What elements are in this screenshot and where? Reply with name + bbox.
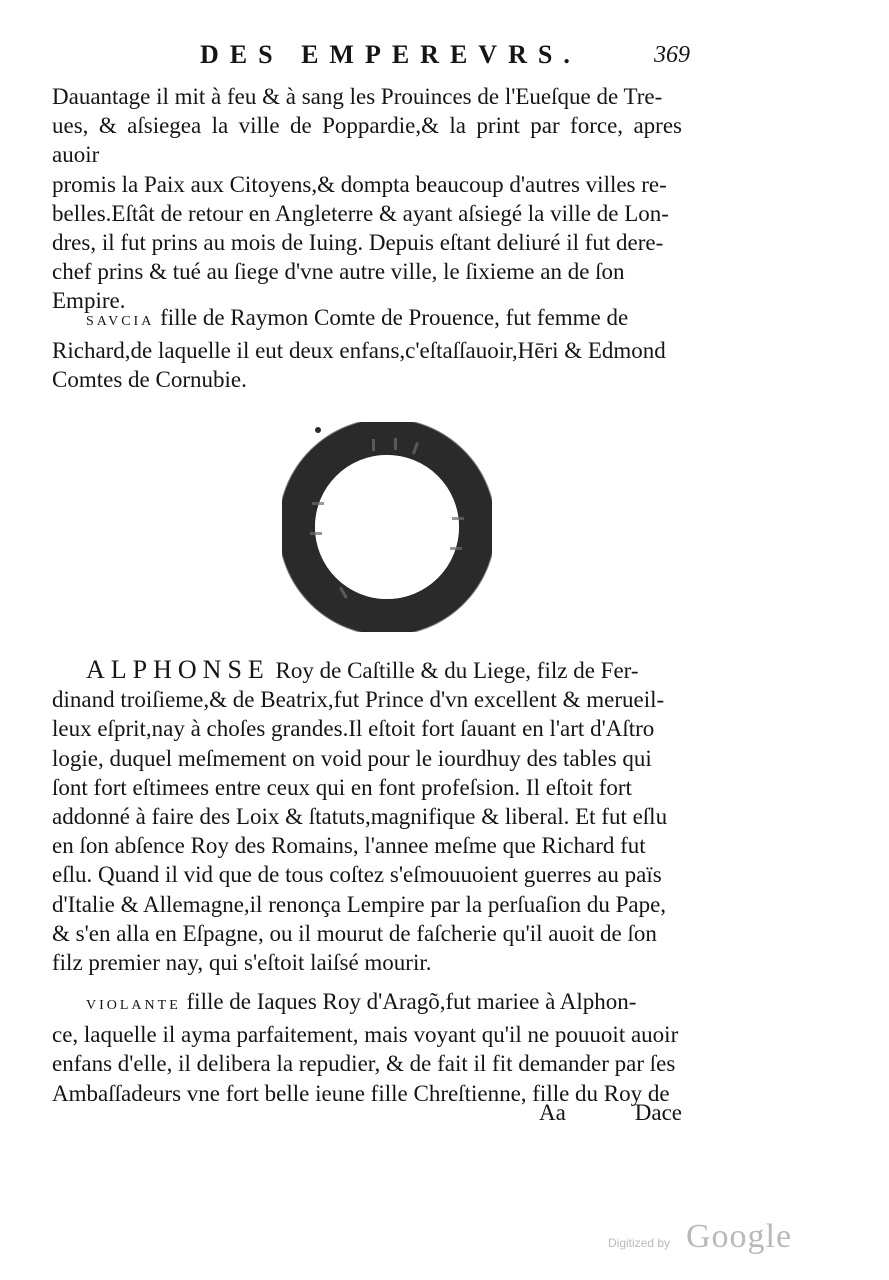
text-line: Roy de Caſtille & du Liege, filz de Fer- bbox=[275, 658, 639, 683]
entry-name: SAVCIA bbox=[86, 314, 155, 329]
text-line: dres, il fut prins au mois de Iuing. Depuis eſtant deliuré il fut dere- bbox=[52, 230, 664, 256]
text-line: ce, laquelle il ayma parfaitement, mais voyant qu'il ne pouuoit auoir bbox=[52, 1022, 679, 1048]
text-line: enfans d'elle, il delibera la repudier, & de fait il fit demander par ſes bbox=[52, 1051, 676, 1077]
text-line: en ſon abſence Roy des Romains, l'annee meſme que Richard fut bbox=[52, 833, 646, 859]
paragraph-saucia bbox=[52, 303, 682, 395]
page-footer bbox=[52, 1100, 682, 1132]
paragraph-richard-continued bbox=[52, 82, 682, 316]
text-line: belles.Eſtât de retour en Angleterre & ayant aſsiegé la ville de Lon- bbox=[52, 200, 669, 226]
text-line: Comtes de Cornubie. bbox=[52, 367, 247, 393]
paragraph-alphonse bbox=[52, 655, 682, 977]
text-line: promis la Paix aux Citoyens,& dompta beaucoup d'autres villes re- bbox=[52, 171, 667, 197]
text-line: logie, duquel meſmement on void pour le iourdhuy des tables qui bbox=[52, 745, 652, 771]
text-line: ues, & aſsiegea la ville de Poppardie,& la print par force, apres auoir bbox=[52, 113, 682, 168]
text-line: & s'en alla en Eſpagne, ou il mourut de faſcherie qu'il auoit de ſon bbox=[52, 920, 657, 946]
text-line: chef prins & tué au ſiege d'vne autre ville, le ſixieme an de ſon bbox=[52, 259, 625, 285]
text-line: fille de Iaques Roy d'Aragõ,fut mariee à Alphon- bbox=[186, 989, 637, 1014]
catchword: Dace bbox=[634, 1100, 682, 1125]
watermark-prefix: Digitized by bbox=[608, 1236, 671, 1250]
watermark-brand: Google bbox=[686, 1218, 793, 1255]
digitization-watermark bbox=[608, 1218, 808, 1262]
text-line: Richard,de laquelle il eut deux enfans,c'eſtaſſauoir,Hēri & Edmond bbox=[52, 338, 666, 364]
text-line: dinand troiſieme,& de Beatrix,fut Prince d'vn excellent & merueil- bbox=[52, 687, 665, 713]
entry-name: VIOLANTE bbox=[86, 998, 181, 1013]
text-line: Dauantage il mit à feu & à sang les Prouinces de l'Eueſque de Tre- bbox=[52, 84, 663, 109]
text-line: eſlu. Quand il vid que de tous coſtez s'eſmouuoient guerres au païs bbox=[52, 862, 662, 888]
text-line: leux eſprit,nay à choſes grandes.Il eſtoit fort ſauant en l'art d'Aſtro bbox=[52, 716, 655, 742]
text-line: Empire. bbox=[52, 288, 126, 314]
text-line: Ambaſſadeurs vne fort belle ieune fille Chreſtienne, fille du Roy de bbox=[52, 1080, 670, 1106]
medallion-ring bbox=[282, 422, 492, 632]
text-line: ſont fort eſtimees entre ceux qui en font profeſsion. Il eſtoit fort bbox=[52, 774, 632, 800]
signature-mark: Aa bbox=[539, 1100, 566, 1125]
page-number: 369 bbox=[654, 42, 690, 68]
text-line: fille de Raymon Comte de Prouence, fut femme de bbox=[160, 305, 629, 330]
paragraph-violante bbox=[52, 987, 682, 1108]
text-line: d'Italie & Allemagne,il renonça Lempire par la perſuaſion du Pape, bbox=[52, 891, 667, 917]
running-title: DES EMPEREVRS. bbox=[200, 40, 581, 69]
text-line: addonné à faire des Loix & ſtatuts,magnifique & liberal. Et fut eſlu bbox=[52, 804, 668, 830]
text-line: filz premier nay, qui s'eſtoit laiſsé mourir. bbox=[52, 950, 432, 976]
running-head bbox=[200, 40, 690, 76]
entry-name: ALPHONSE bbox=[86, 655, 270, 684]
